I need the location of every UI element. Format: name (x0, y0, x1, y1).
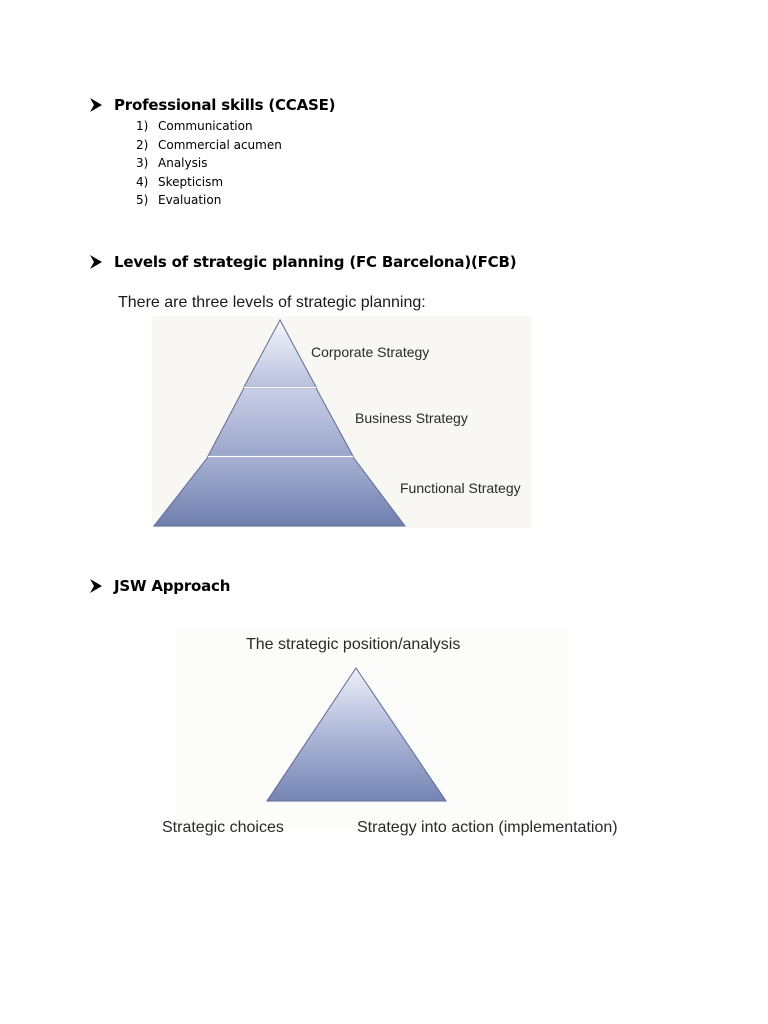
list-item (136, 191, 282, 210)
tier-label-functional: Functional Strategy (400, 480, 521, 496)
list-number: 3) (136, 156, 149, 171)
tier-label-corporate: Corporate Strategy (311, 344, 430, 360)
list-text: Commercial acumen (158, 137, 282, 152)
jsw-triangle (264, 664, 450, 804)
jsw-left-label: Strategic choices (162, 819, 284, 836)
list-item (136, 154, 282, 173)
skills-heading (88, 96, 335, 114)
levels-caption: There are three levels of strategic planning: (118, 294, 426, 311)
list-number: 5) (136, 193, 149, 208)
list-number: 2) (136, 137, 149, 152)
list-item (136, 173, 282, 192)
tier-label-business: Business Strategy (355, 410, 468, 426)
triangle-shape (267, 668, 446, 801)
list-text: Communication (158, 119, 253, 133)
arrow-bullet-icon (88, 254, 104, 270)
jsw-heading (88, 577, 230, 595)
list-item (136, 117, 282, 136)
pyramid-tier-corporate (244, 320, 316, 387)
jsw-top-label: The strategic position/analysis (246, 636, 461, 653)
levels-title: Levels of strategic planning (FC Barcelona)(FCB) (114, 253, 517, 271)
list-text: Skepticism (158, 174, 224, 189)
jsw-title: JSW Approach (114, 577, 231, 595)
arrow-bullet-icon (88, 578, 104, 594)
skills-title: Professional skills (CCASE) (114, 96, 336, 114)
jsw-right-label: Strategy into action (implementation) (357, 819, 618, 836)
list-text: Evaluation (158, 193, 222, 208)
arrow-bullet-icon (88, 97, 104, 113)
list-number: 1) (136, 119, 149, 133)
levels-heading (88, 253, 516, 271)
skills-list (136, 117, 282, 210)
pyramid-tier-business (208, 388, 353, 456)
pyramid-tier-functional (154, 457, 405, 526)
list-text: Analysis (158, 156, 208, 171)
list-item (136, 136, 282, 155)
list-number: 4) (136, 174, 149, 189)
